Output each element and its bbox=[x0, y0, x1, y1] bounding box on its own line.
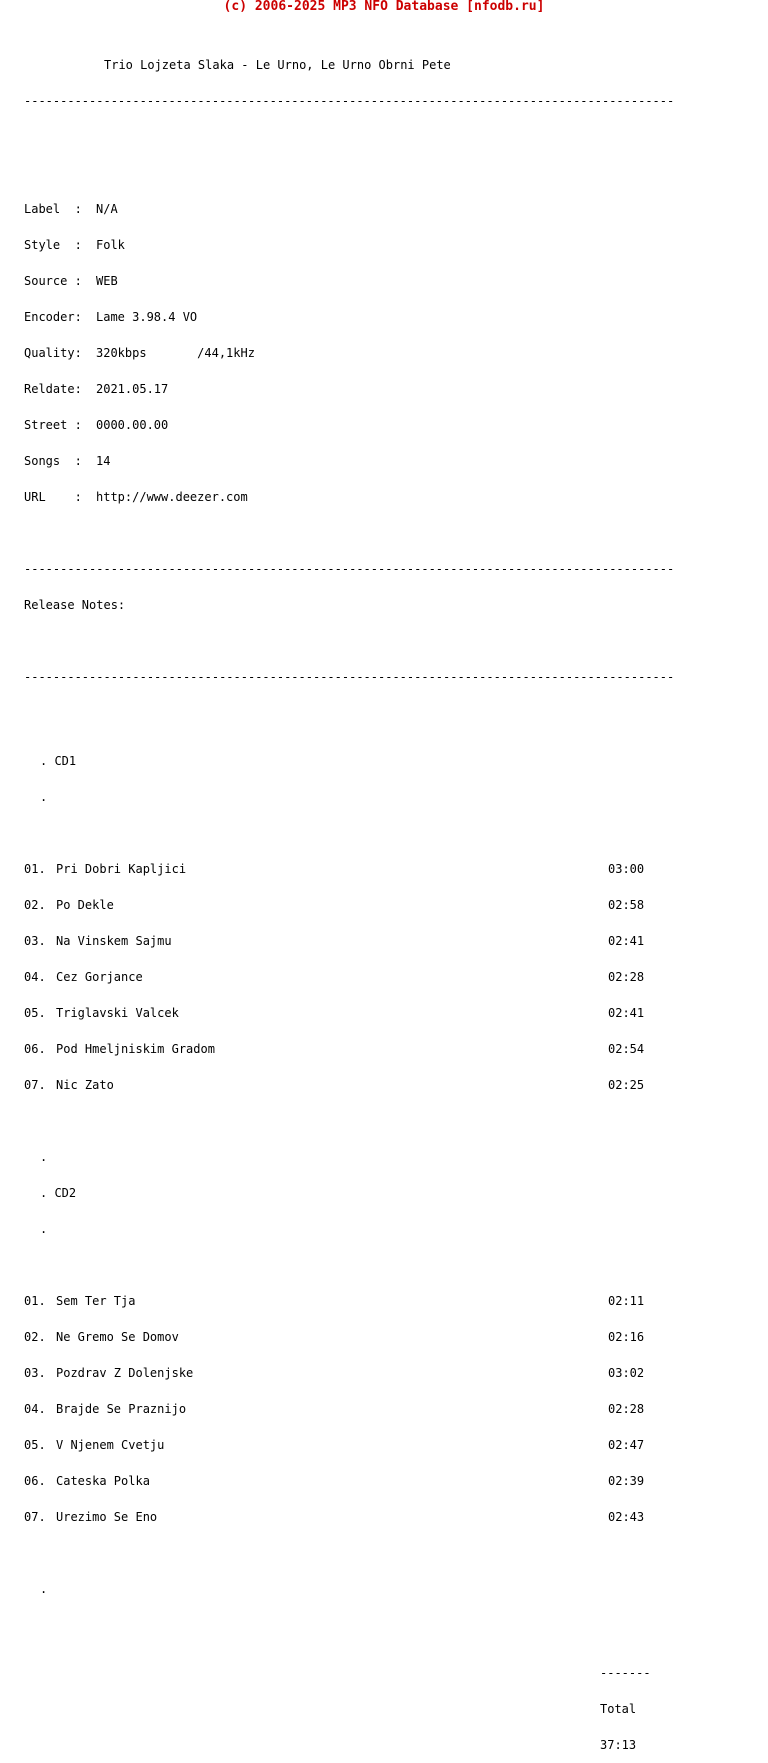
track-duration: 02:16 bbox=[608, 1330, 645, 1344]
track-title: Po Dekle bbox=[56, 898, 114, 912]
cd2-label: . CD2 bbox=[40, 1186, 77, 1200]
dot-separator: . bbox=[40, 1150, 48, 1164]
divider: ------------------------------------------------------------------------------------------ bbox=[24, 670, 675, 684]
dot-separator: . bbox=[40, 1582, 48, 1596]
track-number: 01. bbox=[24, 862, 46, 876]
info-key: Source : bbox=[24, 274, 82, 288]
info-value: Lame 3.98.4 VO bbox=[96, 310, 198, 324]
track-row bbox=[24, 971, 704, 983]
track-row bbox=[24, 1439, 704, 1451]
track-duration: 02:54 bbox=[608, 1042, 645, 1056]
info-row bbox=[24, 383, 704, 395]
track-title: Pod Hmeljniskim Gradom bbox=[56, 1042, 215, 1056]
cd2-tracklist bbox=[24, 1271, 704, 1547]
total-time: 37:13 bbox=[600, 1738, 637, 1752]
info-row bbox=[24, 311, 704, 323]
total-separator: ------- bbox=[600, 1666, 651, 1680]
dot-separator: . bbox=[40, 1222, 48, 1236]
track-row bbox=[24, 1007, 704, 1019]
track-row bbox=[24, 1079, 704, 1091]
dot-separator: . bbox=[40, 790, 48, 804]
info-row bbox=[24, 419, 704, 431]
info-value: 320kbps /44,1kHz bbox=[96, 346, 255, 360]
track-title: Cez Gorjance bbox=[56, 970, 143, 984]
track-row bbox=[24, 1295, 704, 1307]
track-duration: 03:02 bbox=[608, 1366, 645, 1380]
track-row bbox=[24, 935, 704, 947]
info-row bbox=[24, 239, 704, 251]
divider: ------------------------------------------------------------------------------------------ bbox=[24, 94, 675, 108]
track-title: Triglavski Valcek bbox=[56, 1006, 179, 1020]
info-row bbox=[24, 275, 704, 287]
track-number: 03. bbox=[24, 934, 46, 948]
info-key: Songs : bbox=[24, 454, 82, 468]
divider: ------------------------------------------------------------------------------------------ bbox=[24, 562, 675, 576]
track-duration: 02:47 bbox=[608, 1438, 645, 1452]
nfo-document bbox=[24, 35, 704, 1763]
info-key: Quality: bbox=[24, 346, 82, 360]
cd1-tracklist bbox=[24, 839, 704, 1115]
track-duration: 03:00 bbox=[608, 862, 645, 876]
track-title: Brajde Se Praznijo bbox=[56, 1402, 187, 1416]
track-number: 06. bbox=[24, 1042, 46, 1056]
spacer bbox=[24, 635, 704, 647]
info-row bbox=[24, 347, 704, 359]
track-row bbox=[24, 1475, 704, 1487]
track-number: 07. bbox=[24, 1510, 46, 1524]
cd1-label: . CD1 bbox=[40, 754, 77, 768]
info-value: N/A bbox=[96, 202, 118, 216]
track-duration: 02:28 bbox=[608, 970, 645, 984]
track-duration: 02:41 bbox=[608, 1006, 645, 1020]
spacer bbox=[24, 131, 704, 143]
info-key: URL : bbox=[24, 490, 82, 504]
track-number: 04. bbox=[24, 1402, 46, 1416]
track-duration: 02:25 bbox=[608, 1078, 645, 1092]
track-row bbox=[24, 1403, 704, 1415]
track-title: Nic Zato bbox=[56, 1078, 114, 1092]
track-duration: 02:41 bbox=[608, 934, 645, 948]
track-duration: 02:28 bbox=[608, 1402, 645, 1416]
site-header: (c) 2006-2025 MP3 NFO Database [nfodb.ru] bbox=[223, 0, 545, 14]
track-title: Cateska Polka bbox=[56, 1474, 150, 1488]
track-number: 07. bbox=[24, 1078, 46, 1092]
info-key: Reldate: bbox=[24, 382, 82, 396]
info-value: 0000.00.00 bbox=[96, 418, 169, 432]
track-duration: 02:11 bbox=[608, 1294, 645, 1308]
release-title: Trio Lojzeta Slaka - Le Urno, Le Urno Obrni Pete bbox=[104, 58, 451, 72]
info-value: Folk bbox=[96, 238, 125, 252]
track-row bbox=[24, 863, 704, 875]
track-title: Sem Ter Tja bbox=[56, 1294, 136, 1308]
track-title: Pri Dobri Kapljici bbox=[56, 862, 187, 876]
track-row bbox=[24, 899, 704, 911]
info-row bbox=[24, 455, 704, 467]
track-duration: 02:39 bbox=[608, 1474, 645, 1488]
track-duration: 02:43 bbox=[608, 1510, 645, 1524]
track-row bbox=[24, 1367, 704, 1379]
info-key: Style : bbox=[24, 238, 82, 252]
info-value: 2021.05.17 bbox=[96, 382, 169, 396]
track-row bbox=[24, 1331, 704, 1343]
track-number: 01. bbox=[24, 1294, 46, 1308]
track-number: 02. bbox=[24, 898, 46, 912]
track-title: Na Vinskem Sajmu bbox=[56, 934, 172, 948]
info-key: Encoder: bbox=[24, 310, 82, 324]
track-number: 05. bbox=[24, 1438, 46, 1452]
track-title: Pozdrav Z Dolenjske bbox=[56, 1366, 194, 1380]
track-row bbox=[24, 1043, 704, 1055]
track-title: Urezimo Se Eno bbox=[56, 1510, 158, 1524]
release-notes-label: Release Notes: bbox=[24, 598, 126, 612]
info-row bbox=[24, 491, 704, 503]
total-label: Total bbox=[600, 1702, 637, 1716]
spacer bbox=[24, 1619, 704, 1631]
info-row bbox=[24, 203, 704, 215]
track-row bbox=[24, 1511, 704, 1523]
info-value: WEB bbox=[96, 274, 118, 288]
url-value: http://www.deezer.com bbox=[96, 490, 248, 504]
track-number: 04. bbox=[24, 970, 46, 984]
info-key: Street : bbox=[24, 418, 82, 432]
info-value: 14 bbox=[96, 454, 111, 468]
track-number: 06. bbox=[24, 1474, 46, 1488]
track-duration: 02:58 bbox=[608, 898, 645, 912]
info-block bbox=[24, 179, 704, 527]
spacer bbox=[24, 707, 704, 719]
track-title: V Njenem Cvetju bbox=[56, 1438, 165, 1452]
track-title: Ne Gremo Se Domov bbox=[56, 1330, 179, 1344]
track-number: 05. bbox=[24, 1006, 46, 1020]
info-key: Label : bbox=[24, 202, 82, 216]
track-number: 02. bbox=[24, 1330, 46, 1344]
track-number: 03. bbox=[24, 1366, 46, 1380]
